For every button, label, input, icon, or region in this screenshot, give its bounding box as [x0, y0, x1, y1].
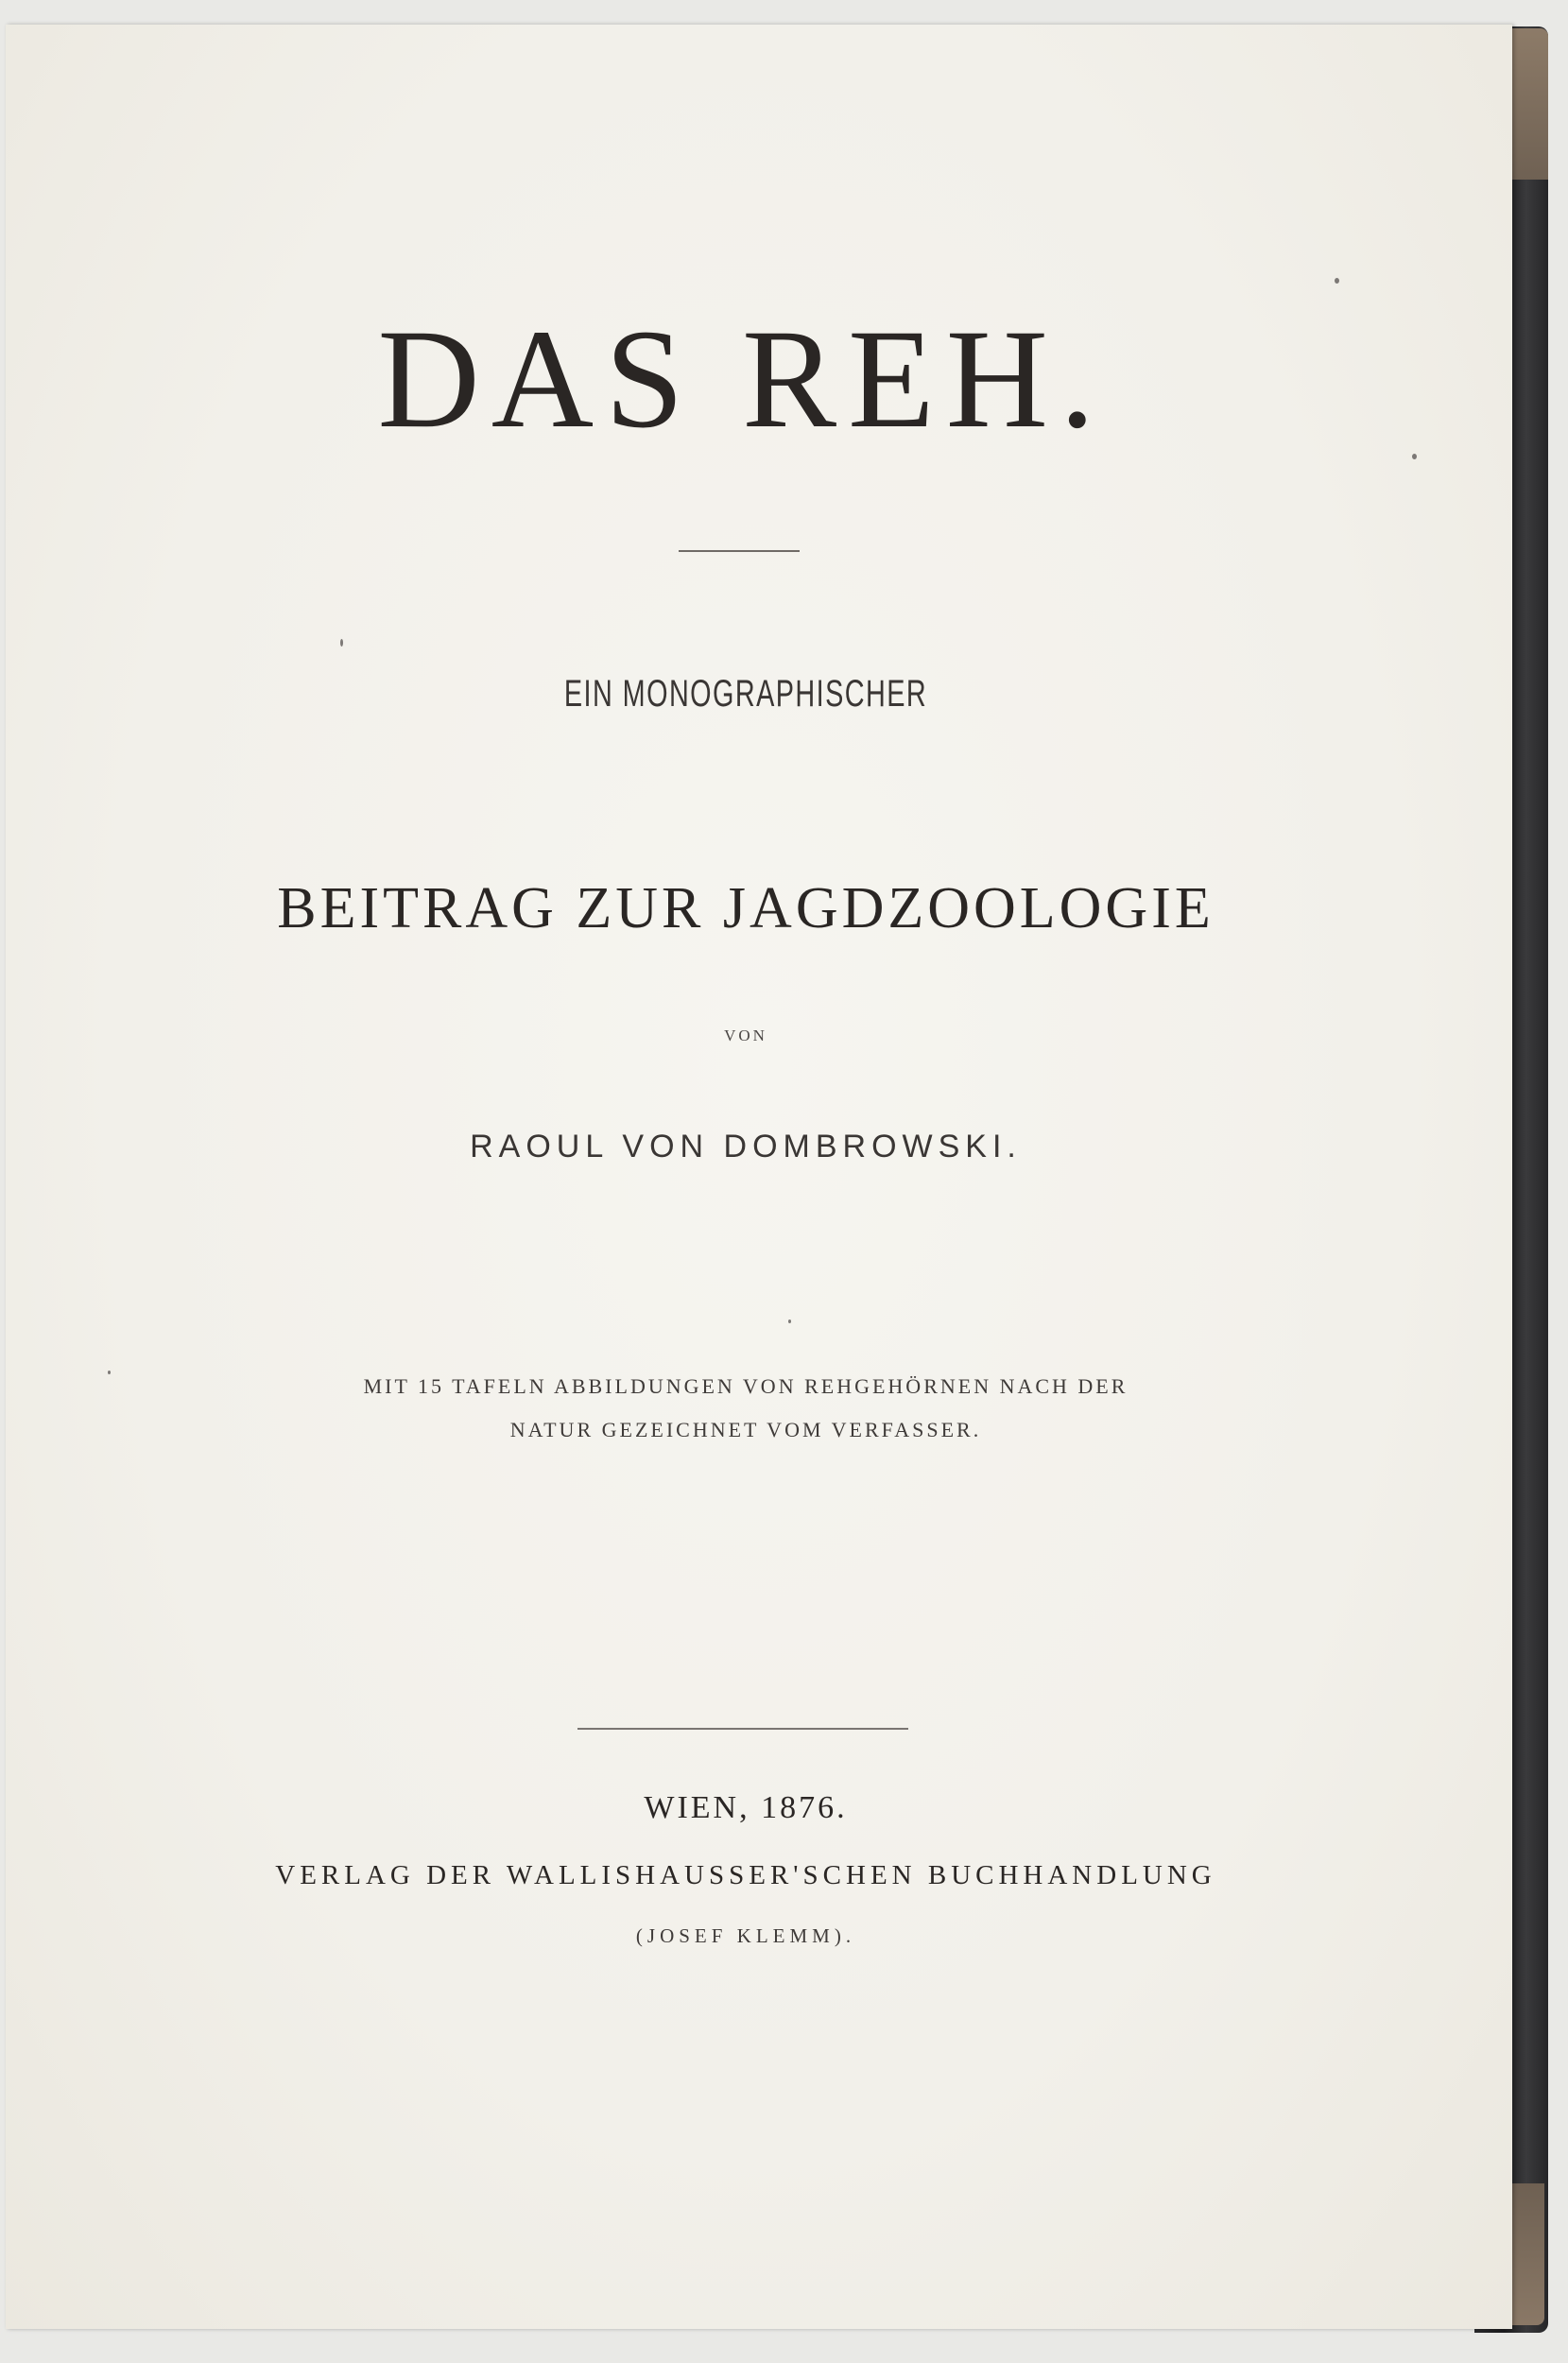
- cover-corner-top: [1510, 28, 1548, 180]
- printer-name: (JOSEF KLEMM).: [635, 1924, 856, 1947]
- title-page: [6, 25, 1512, 2329]
- subtitle-line-2: BEITRAG ZUR JAGDZOOLOGIE: [277, 876, 1215, 940]
- paper-speck: [1412, 454, 1417, 459]
- place-and-year: WIEN, 1876.: [644, 1790, 848, 1825]
- paper-speck: [108, 1371, 111, 1374]
- plates-note-line-2: NATUR GEZEICHNET VOM VERFASSER.: [509, 1418, 982, 1441]
- paper-speck: [788, 1319, 791, 1323]
- imprint-rule: [577, 1728, 908, 1730]
- author-name: RAOUL VON DOMBROWSKI.: [470, 1129, 1022, 1164]
- subtitle-line-1: EIN MONOGRAPHISCHER: [563, 673, 928, 715]
- plates-note-line-1: MIT 15 TAFELN ABBILDUNGEN VON REHGEHÖRNEN NACH DER: [363, 1374, 1129, 1398]
- title-rule: [679, 550, 800, 552]
- book-title: DAS REH.: [377, 301, 1107, 457]
- paper-speck: [340, 639, 343, 647]
- publisher-name: VERLAG DER WALLISHAUSSER'SCHEN BUCHHANDLUNG: [275, 1860, 1216, 1890]
- by-line: VON: [724, 1026, 767, 1044]
- paper-speck: [1335, 278, 1339, 284]
